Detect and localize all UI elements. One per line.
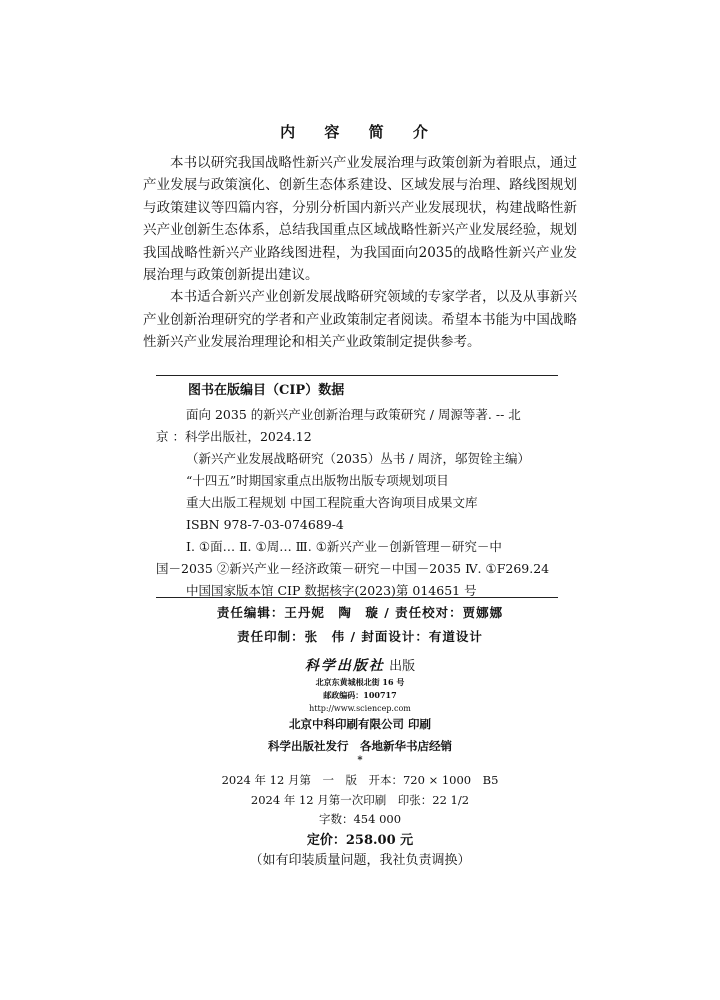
separator-star: * [357,755,363,766]
content-summary [143,152,577,354]
publisher-postcode: 邮政编码：100717 [323,690,397,700]
cip-line-subjects-cont: 国－2035 ②新兴产业－经济政策－研究－中国－2035 Ⅳ. ①F269.24 [156,561,550,576]
cip-line-project: “十四五”时期国家重点出版物出版专项规划项目 [186,473,449,488]
edition-line: 2024 年 12 月第 一 版 开本：720 × 1000 B5 [221,773,499,787]
page-title: 内 容 简 介 [280,123,440,141]
cip-bottom-rule [156,597,558,598]
publisher-url: http://www.sciencep.com [309,704,411,713]
cip-title: 图书在版编目（CIP）数据 [188,383,345,398]
cip-top-rule [156,375,558,376]
cip-line-title: 面向 2035 的新兴产业创新治理与政策研究 / 周源等著. -- 北 [186,407,521,422]
publisher-address: 北京东黄城根北街 16 号 [315,677,405,687]
publisher-suffix: 出版 [389,659,416,674]
printing-line: 责任印制：张 伟 / 封面设计：有道设计 [237,629,483,644]
quality-notice: （如有印装质量问题，我社负责调换） [249,853,471,868]
print-line: 2024 年 12 月第一次印刷 印张：22 1/2 [250,793,470,807]
summary-paragraph-2: 本书适合新兴产业创新发展战略研究领域的专家学者，以及从事新兴产业创新治理研究的学者和产业政策制定者阅读。希望本书能为中国战略性新兴产业发展治理理论和相关产业政策制定提供参考。 [143,289,577,351]
price: 定价：258.00 元 [306,833,414,848]
editors-line: 责任编辑：王丹妮 陶 璇 / 责任校对：贾娜娜 [216,605,504,620]
cip-line-record: 中国国家版本馆 CIP 数据核字(2023)第 014651 号 [186,583,477,598]
cip-line-title-cont: 京 ：科学出版社，2024.12 [156,429,312,444]
printer-line: 北京中科印刷有限公司 印刷 [288,717,431,731]
distribution-line: 科学出版社发行 各地新华书店经销 [268,739,452,753]
cip-line-program: 重大出版工程规划 中国工程院重大咨询项目成果文库 [186,495,478,510]
publisher-logo: 科学出版社 [304,658,385,674]
word-count: 字数：454 000 [318,812,402,826]
summary-paragraph-1: 本书以研究我国战略性新兴产业发展治理与政策创新为着眼点，通过产业发展与政策演化、创新生态体系建设、区域发展与治理、路线图规划与政策建议等四篇内容，分别分析国内新兴产业发展现状，构建战略性新兴产业创新生态体系，总结我国重点区域战略性新兴产业发展经验，规划我国战略性新兴产业路线图进程，为我国面向2035的战略性新兴产业发展治理与政策创新提出建议。 [143,155,577,284]
publisher-line [0,655,720,675]
cip-line-isbn: ISBN 978-7-03-074689-4 [186,517,344,532]
cip-line-series: （新兴产业发展战略研究（2035）丛书 / 周济，邬贺铨主编） [186,451,530,466]
cip-block [156,404,558,602]
cip-line-subjects: Ⅰ. ①面… Ⅱ. ①周… Ⅲ. ①新兴产业－创新管理－研究－中 [186,539,502,554]
